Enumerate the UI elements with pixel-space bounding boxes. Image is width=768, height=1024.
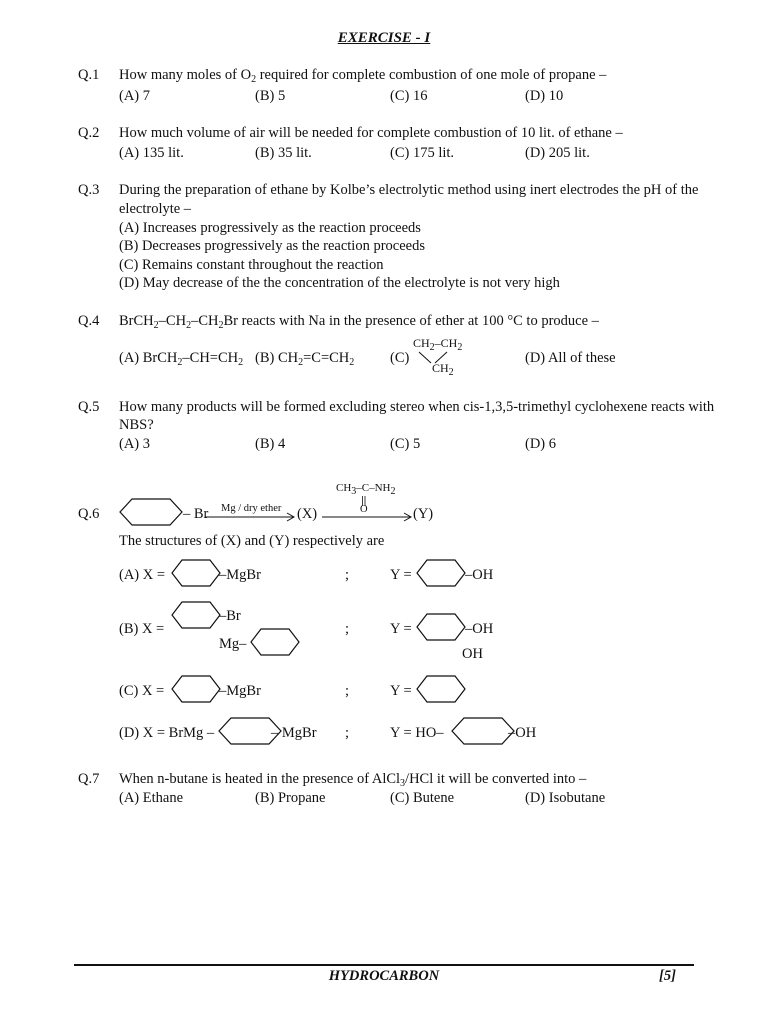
benzene-ring-b-x — [171, 601, 221, 631]
option-c-label: (C) X = — [119, 683, 165, 699]
benzene-ring-c-y — [416, 675, 466, 705]
question-text: When n-butane is heated in the presence of AlCl$_3$/HCl it will be converted into – — [119, 771, 587, 789]
benzene-ring-a-x — [171, 559, 221, 589]
footer-divider — [74, 964, 694, 966]
question-number: Q.6 — [78, 506, 100, 522]
option-a-y-label: Y = — [390, 567, 412, 583]
option-a: (A) 7 — [119, 88, 151, 104]
question-text-line1: How many products will be formed excluding stereo when cis-1,3,5-trimethyl cyclohexene reacts with — [119, 399, 715, 415]
option-a: (A) Ethane — [119, 790, 184, 806]
question-text-line1: During the preparation of ethane by Kolbe’s electrolytic method using inert electrodes the pH of the — [119, 182, 699, 198]
separator: ; — [345, 725, 350, 741]
option-b-x-substituent-2: Mg– — [219, 636, 247, 652]
question-number: Q.2 — [78, 125, 100, 141]
option-b-x-substituent-1: –Br — [219, 608, 241, 624]
benzene-ring-b-y — [416, 613, 466, 643]
question-text: $BrCH_2-CH_2-CH_2Br$ reacts with Na in the presence of ether at 100 °C to produce – — [119, 313, 599, 331]
option-d: (D) 6 — [525, 436, 557, 452]
option-a: (A) 135 lit. — [119, 145, 184, 161]
option-d: (D) Isobutane — [525, 790, 606, 806]
question-number: Q.7 — [78, 771, 100, 787]
option-a-x-substituent: –MgBr — [219, 567, 261, 583]
option-d: (D) May decrease of the the concentration of the electrolyte is not very high — [119, 275, 560, 291]
option-d-y-label: Y = HO– — [390, 725, 444, 741]
option-b: (B) 5 — [255, 88, 286, 104]
option-b-y-substituent-1: –OH — [465, 621, 494, 637]
option-d: (D) All of these — [525, 350, 616, 366]
option-d: (D) 10 — [525, 88, 564, 104]
option-c-x-substituent: –MgBr — [219, 683, 261, 699]
product-y: (Y) — [413, 506, 434, 522]
cyclopropane-bottom: $CH_2$ — [432, 361, 454, 378]
question-number: Q.1 — [78, 67, 100, 83]
option-b: (B) 35 lit. — [255, 145, 312, 161]
question-number: Q.5 — [78, 399, 100, 415]
separator: ; — [345, 567, 350, 583]
option-b: (B) $CH_2=C=CH_2$ — [255, 350, 355, 368]
option-b-label: (B) X = — [119, 621, 165, 637]
option-c: (C) Butene — [390, 790, 455, 806]
question-text: The structures of (X) and (Y) respectively are — [119, 533, 385, 549]
option-c: (C) 5 — [390, 436, 421, 452]
option-d: (D) 205 lit. — [525, 145, 590, 161]
option-a: (A) Increases progressively as the reaction proceeds — [119, 220, 421, 236]
question-number: Q.3 — [78, 182, 100, 198]
benzene-ring-b-x2 — [250, 628, 300, 658]
reaction-arrow-1 — [205, 512, 297, 522]
reaction-arrow-2 — [322, 512, 414, 522]
benzene-ring-d-y — [451, 717, 515, 747]
reagent-2-formula: $CH_3-C-NH_2$ — [336, 482, 396, 497]
benzene-ring-c-x — [171, 675, 221, 705]
separator: ; — [345, 683, 350, 699]
reagent-1: Mg / dry ether — [221, 503, 282, 514]
option-b: (B) Propane — [255, 790, 326, 806]
separator: ; — [345, 621, 350, 637]
option-c-label: (C) — [390, 350, 410, 366]
question-text: How much volume of air will be needed for complete combustion of 10 lit. of ethane – — [119, 125, 623, 141]
cyclopropane-top: $CH_2-CH_2$ — [413, 336, 463, 353]
page-number: [5] — [659, 968, 676, 984]
option-a: (A) 3 — [119, 436, 151, 452]
option-b: (B) 4 — [255, 436, 286, 452]
question-text: How many moles of $O_2$ required for complete combustion of one mole of propane – — [119, 67, 607, 85]
option-b-y-label: Y = — [390, 621, 412, 637]
option-a: (A) $BrCH_2-CH=CH_2$ — [119, 350, 244, 368]
question-number: Q.4 — [78, 313, 100, 329]
benzene-ring-a-y — [416, 559, 466, 589]
question-text-line2: NBS? — [119, 417, 154, 433]
product-x: (X) — [297, 506, 318, 522]
carbonyl-oxygen: O — [360, 504, 368, 515]
footer-chapter-title: HYDROCARBON — [328, 968, 440, 984]
option-b: (B) Decreases progressively as the reaction proceeds — [119, 238, 425, 254]
bromo-substituent: – Br — [183, 506, 209, 522]
option-c: (C) 175 lit. — [390, 145, 455, 161]
option-c: (C) Remains constant throughout the reaction — [119, 257, 384, 273]
option-a-label: (A) X = — [119, 567, 166, 583]
option-c-y-label: Y = — [390, 683, 412, 699]
option-c: (C) 16 — [390, 88, 428, 104]
option-d-x-substituent: – MgBr — [271, 725, 317, 741]
page-title: EXERCISE - I — [337, 30, 431, 46]
option-b-y-substituent-2: OH — [462, 646, 483, 662]
option-d-label: (D) X = BrMg – — [119, 725, 215, 741]
option-a-y-substituent: –OH — [465, 567, 494, 583]
question-text-line2: electrolyte – — [119, 201, 192, 217]
benzene-ring-reactant — [119, 498, 183, 528]
option-d-y-substituent: –OH — [508, 725, 537, 741]
